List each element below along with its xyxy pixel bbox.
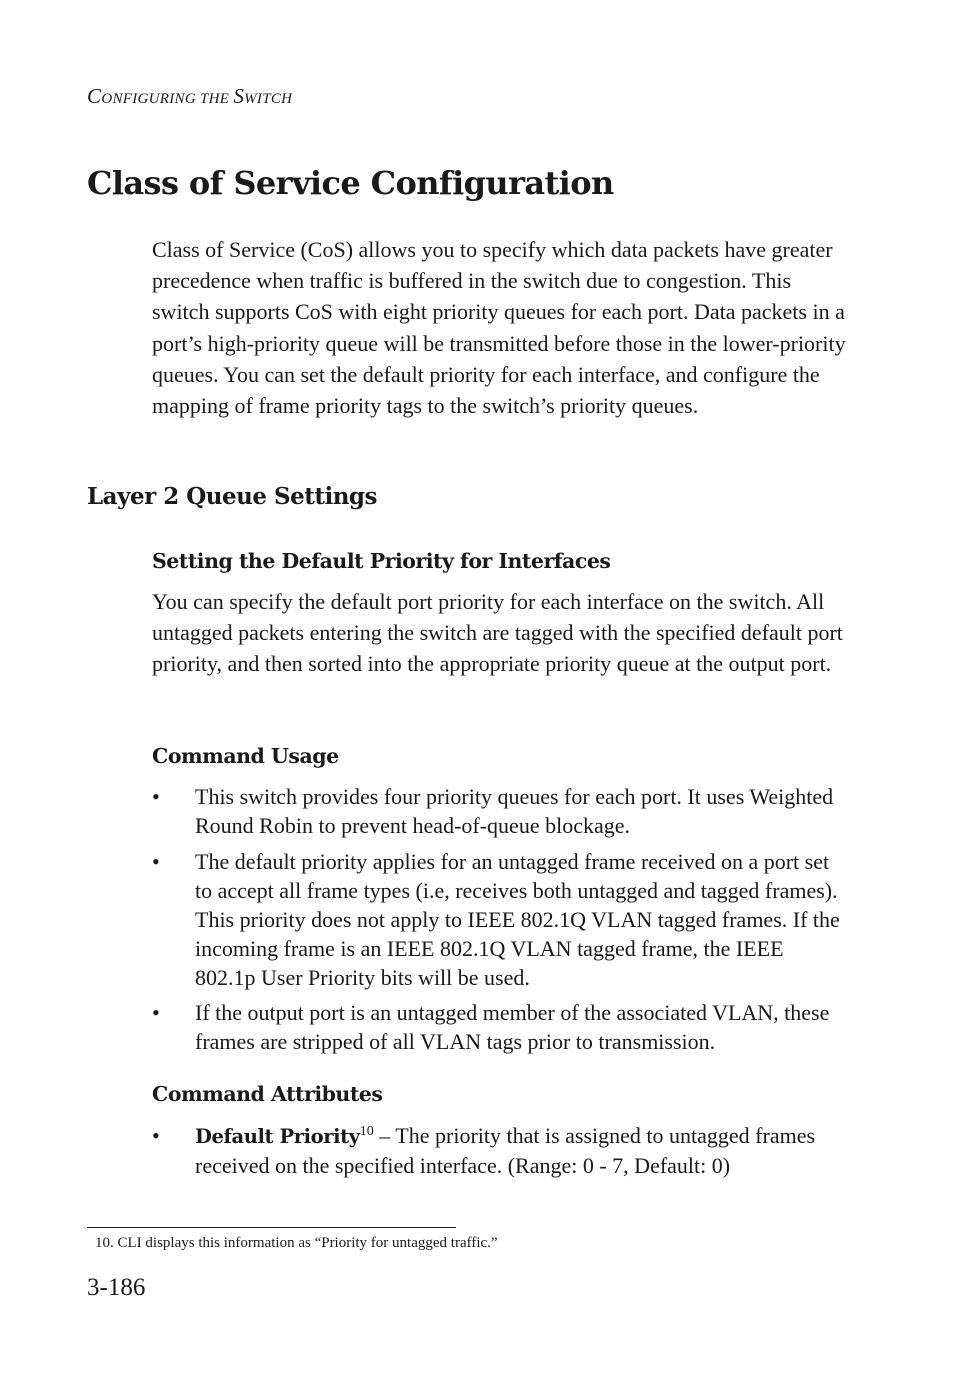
intro-paragraph: Class of Service (CoS) allows you to specify which data packets have greater precedence when traffic is buffered in the switch due to congestion. This switch supports CoS with eight priority queues for each port. Data packets in a port’s high-priority queue will be transmitted before those in the lower-priority queues. You can set the default priority for each interface, and configure the mapping of frame priority tags to the switch’s priority queues. xyxy=(152,237,846,419)
description-paragraph: You can specify the default port priority for each interface on the switch. All untagged packets entering the switch are tagged with the specified default port priority, and then sorted into the appropriate priority queue at the output port. xyxy=(152,589,843,677)
page-title: Class of Service Configuration xyxy=(87,164,614,202)
section-title: Layer 2 Queue Settings xyxy=(87,483,377,510)
command-usage-item-text: If the output port is an untagged member of the associated VLAN, these frames are stripped of all VLAN tags prior to transmission. xyxy=(195,1000,830,1054)
footnote: 10. CLI displays this information as “Priority for untagged traffic.” xyxy=(95,1235,498,1251)
running-header-initial-s: S xyxy=(233,84,245,108)
command-attribute-item xyxy=(152,1121,852,1180)
command-usage-item-text: The default priority applies for an untagged frame received on a port set to accept all frame types (i.e, receives both untagged and tagged frames). This priority does not apply to IEEE 802.1Q VLAN tagged frames. If the incoming frame is an IEEE 802.1Q VLAN tagged frame, the IEEE 802.1p User Priority bits will be used. xyxy=(195,849,840,990)
running-header-initial-c: C xyxy=(87,84,102,108)
bullet-icon: • xyxy=(152,1000,160,1025)
subsection-title: Setting the Default Priority for Interfaces xyxy=(152,549,611,573)
command-attributes-title: Command Attributes xyxy=(152,1082,383,1106)
command-usage-item-1 xyxy=(152,782,852,840)
bullet-icon: • xyxy=(152,849,160,874)
command-usage-title: Command Usage xyxy=(152,744,339,768)
bullet-icon: • xyxy=(152,784,160,809)
command-usage-item-text: This switch provides four priority queues for each port. It uses Weighted Round Robin to prevent head-of-queue blockage. xyxy=(195,784,834,838)
footnote-divider xyxy=(87,1227,456,1228)
running-header xyxy=(87,84,292,109)
command-usage-item-2 xyxy=(152,847,852,992)
attribute-description: – The priority that is assigned to untagged frames received on the specified interface. (Range: 0 - 7, Default: 0) xyxy=(195,1123,816,1178)
attribute-term: Default Priority xyxy=(195,1125,360,1148)
footnote-reference[interactable]: 10 xyxy=(359,1124,374,1139)
command-usage-item-3 xyxy=(152,998,852,1056)
running-header-part-2: WITCH xyxy=(244,91,293,107)
running-header-part-1: ONFIGURING THE xyxy=(101,91,234,107)
page-number: 3-186 xyxy=(87,1274,146,1301)
bullet-icon: • xyxy=(152,1123,160,1148)
command-attribute-text xyxy=(195,1121,845,1180)
